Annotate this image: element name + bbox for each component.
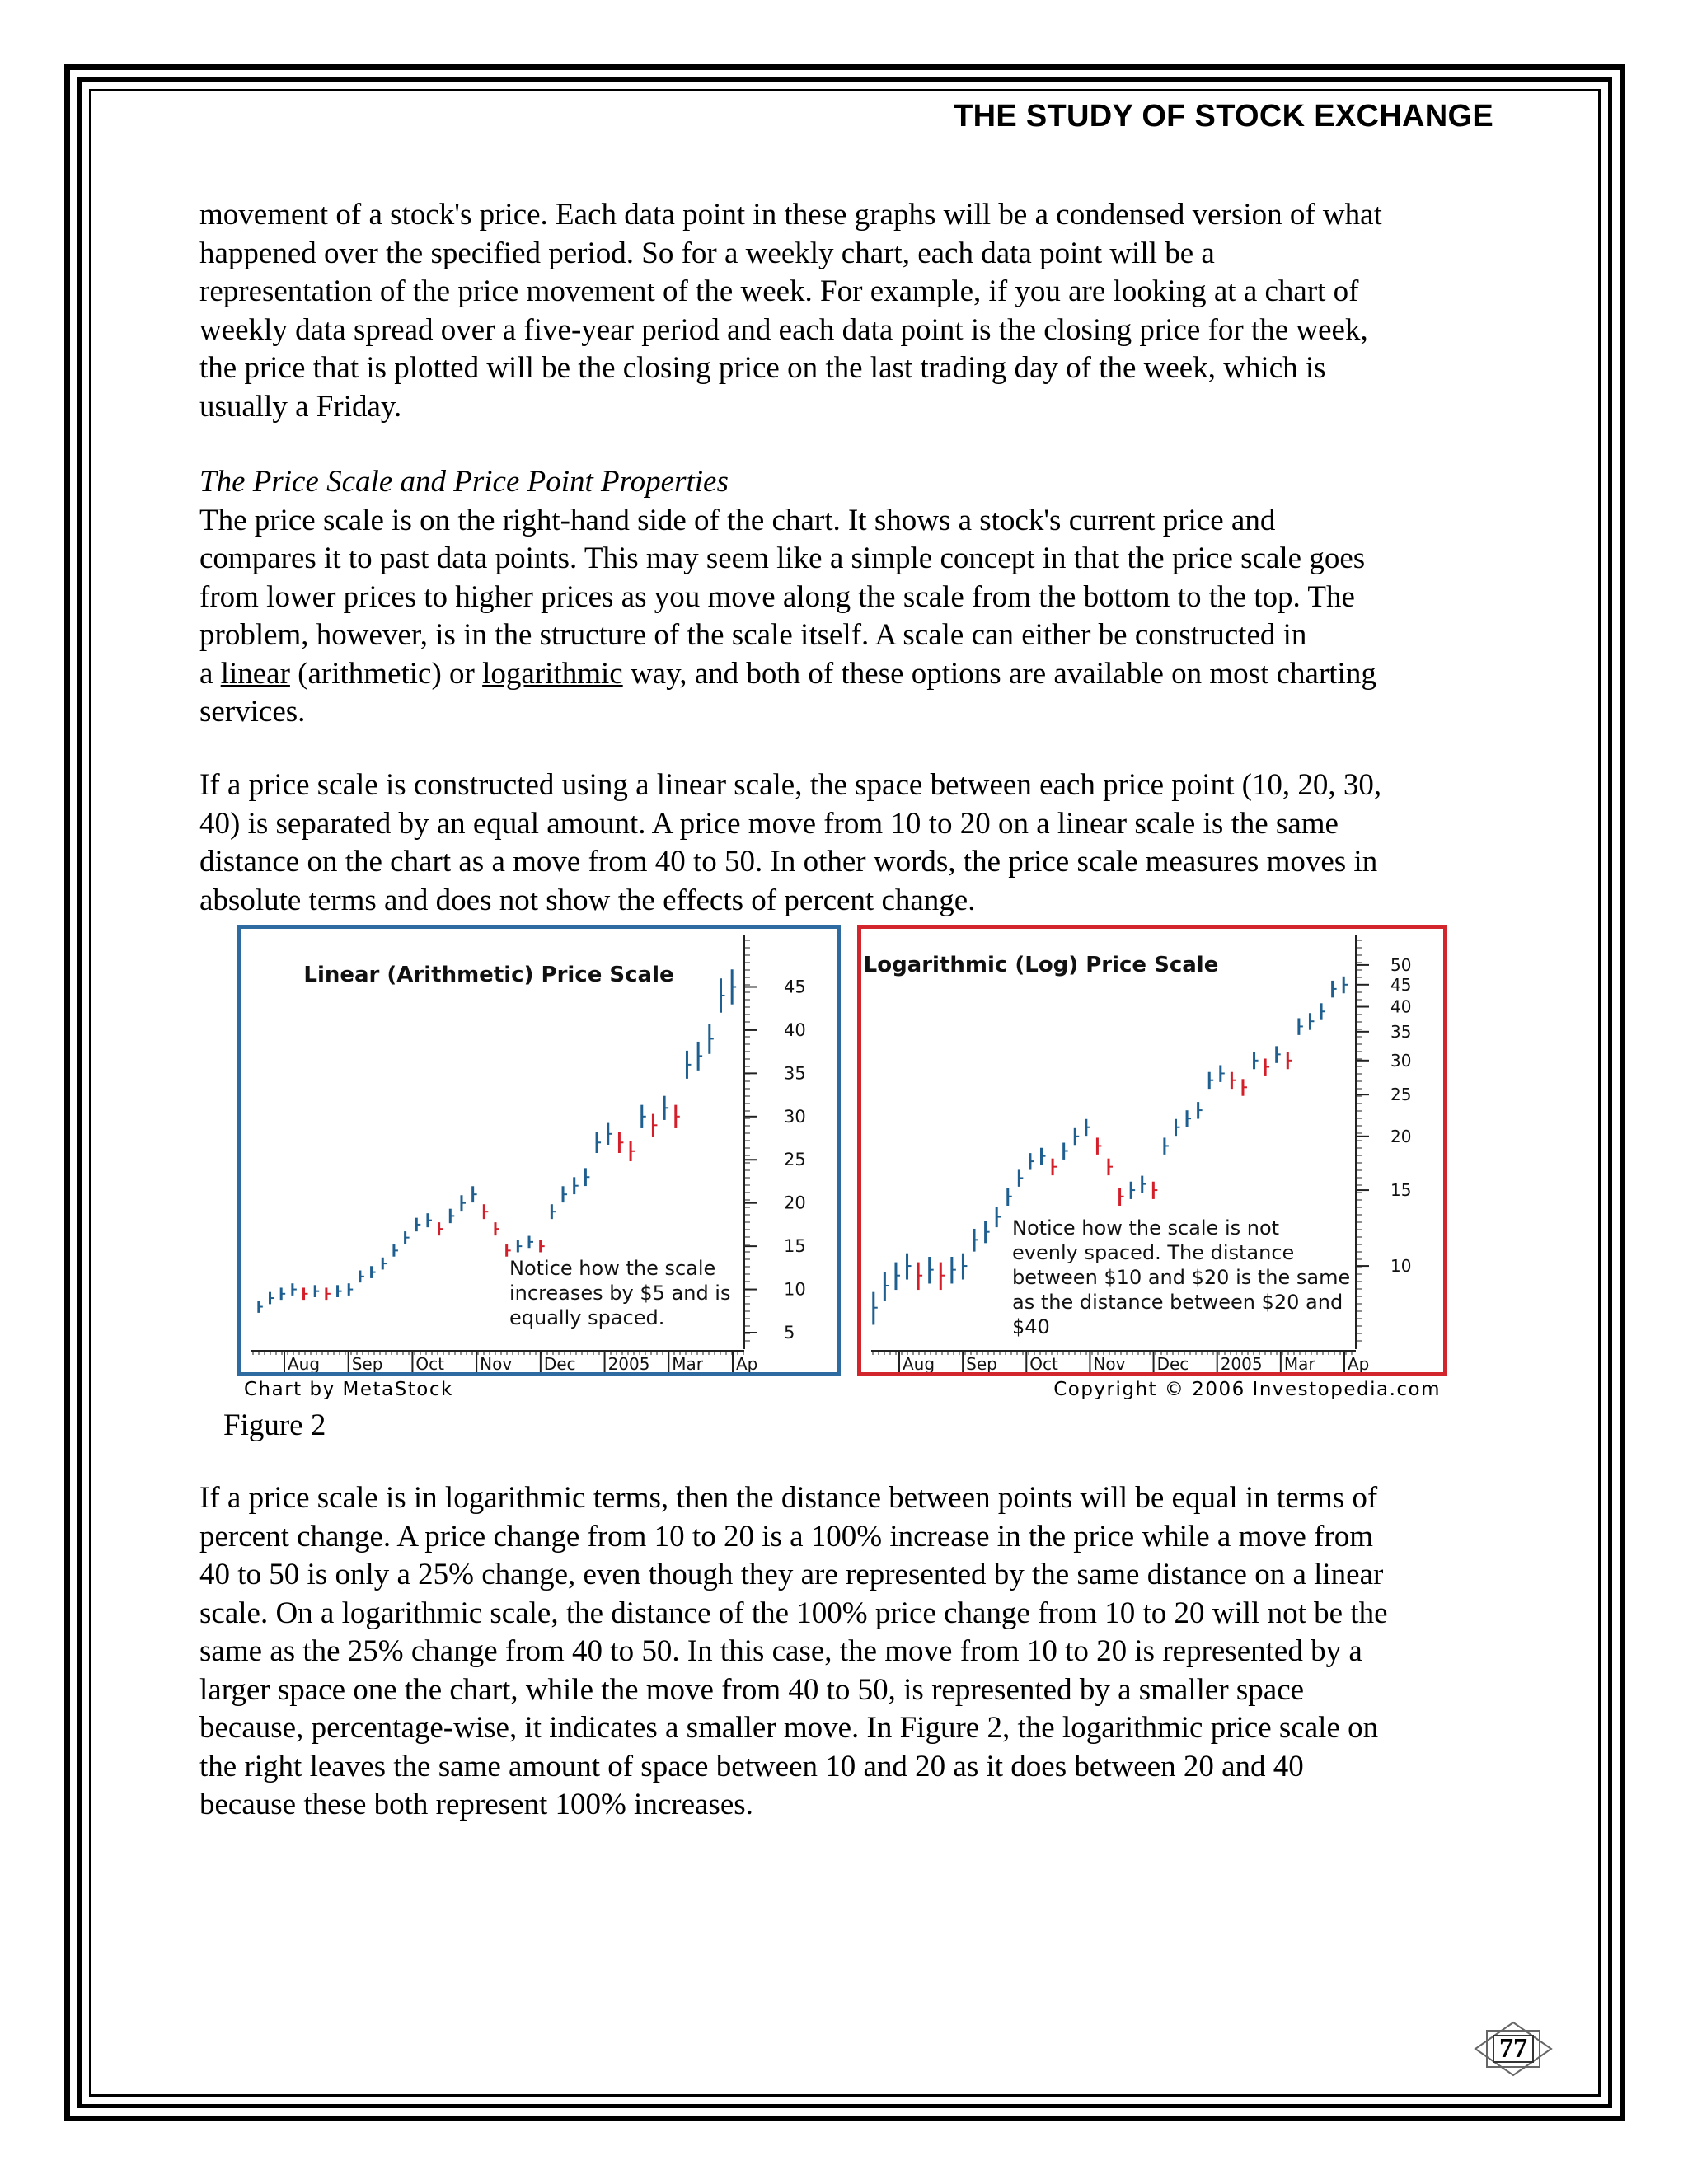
text-line: the right leaves the same amount of space between 10 and 20 as it does between 20 and 40	[199, 1749, 1304, 1783]
chart-annotation-line: $40	[1012, 1315, 1050, 1338]
y-tick-label: 10	[784, 1279, 806, 1300]
text-line: usually a Friday.	[199, 389, 402, 424]
text-line: movement of a stock's price. Each data point in these graphs will be a condensed version of what	[199, 198, 1382, 232]
linear-scale-paragraph	[199, 766, 1493, 920]
linear-link[interactable]: linear	[220, 656, 290, 691]
text-line: 40) is separated by an equal amount. A price move from 10 to 20 on a linear scale is the same	[199, 806, 1339, 841]
x-tick-label: Mar	[672, 1354, 704, 1372]
x-tick-label: Aug	[288, 1354, 321, 1372]
x-tick-label: Sep	[351, 1354, 383, 1372]
text-line: If a price scale is constructed using a linear scale, the space between each price point (10, 20, 30,	[199, 768, 1382, 802]
y-tick-label: 10	[1390, 1256, 1412, 1277]
page-number: 77	[1499, 2033, 1527, 2064]
x-tick-label: Dec	[1156, 1354, 1189, 1372]
y-tick-label: 25	[784, 1150, 806, 1170]
text-fragment: a	[199, 656, 221, 691]
x-tick-label: Ap	[736, 1354, 758, 1372]
y-tick-label: 35	[784, 1063, 806, 1084]
x-tick-label: Sep	[966, 1354, 997, 1372]
x-tick-label: Ap	[1348, 1354, 1370, 1372]
log-price-chart	[861, 929, 1443, 1372]
text-line: compares it to past data points. This may seem like a simple concept in that the price scale goes	[199, 541, 1366, 575]
chart-title: Logarithmic (Log) Price Scale	[863, 953, 1219, 977]
page-number-badge	[1472, 2021, 1554, 2077]
text-line: services.	[199, 695, 306, 729]
chart-title: Linear (Arithmetic) Price Scale	[303, 963, 674, 987]
text-line: the price that is plotted will be the closing price on the last trading day of the week, which is	[199, 351, 1326, 385]
chart-annotation-line: as the distance between $20 and	[1012, 1291, 1343, 1314]
text-line: distance on the chart as a move from 40 to 50. In other words, the price scale measures moves in	[199, 845, 1378, 879]
x-tick-label: 2005	[607, 1354, 650, 1372]
log-scale-paragraph	[199, 1479, 1493, 1825]
text-line: percent change. A price change from 10 to 20 is a 100% increase in the price while a move from	[199, 1519, 1373, 1554]
x-tick-label: Oct	[415, 1354, 445, 1372]
logarithmic-link[interactable]: logarithmic	[482, 656, 623, 691]
y-tick-label: 15	[784, 1236, 806, 1257]
text-line: If a price scale is in logarithmic terms, then the distance between points will be equal in terms of	[199, 1481, 1378, 1515]
y-tick-label: 30	[1390, 1050, 1412, 1071]
chart-annotation-line: evenly spaced. The distance	[1012, 1241, 1295, 1264]
text-line: problem, however, is in the structure of the scale itself. A scale can either be constructed in	[199, 618, 1307, 652]
y-tick-label: 20	[784, 1193, 806, 1213]
text-fragment: way, and both of these options are available on most charting	[622, 656, 1376, 691]
y-tick-label: 30	[784, 1106, 806, 1127]
text-line: representation of the price movement of the week. For example, if you are looking at a chart of	[199, 274, 1359, 308]
y-tick-label: 50	[1390, 954, 1412, 975]
y-tick-label: 40	[784, 1019, 806, 1040]
y-tick-label: 40	[1390, 996, 1412, 1017]
running-header: THE STUDY OF STOCK EXCHANGE	[954, 99, 1493, 134]
chart-annotation-line: Notice how the scale is not	[1012, 1216, 1280, 1240]
figure-caption: Figure 2	[223, 1408, 326, 1442]
text-line: because these both represent 100% increases.	[199, 1788, 753, 1821]
text-fragment: (arithmetic) or	[289, 656, 483, 691]
chart-copyright: Copyright © 2006 Investopedia.com	[1053, 1379, 1441, 1400]
y-tick-label: 25	[1390, 1085, 1412, 1105]
y-tick-label: 35	[1390, 1021, 1412, 1042]
text-line: larger space one the chart, while the move from 40 to 50, is represented by a smaller space	[199, 1672, 1305, 1707]
text-line: same as the 25% change from 40 to 50. In this case, the move from 10 to 20 is represented by a	[199, 1634, 1362, 1668]
text-line: The price scale is on the right-hand side of the chart. It shows a stock's current price and	[199, 503, 1276, 537]
x-tick-label: 2005	[1220, 1354, 1263, 1372]
chart-annotation-line: between $10 and $20 is the same	[1012, 1266, 1351, 1289]
y-tick-label: 15	[1390, 1180, 1412, 1201]
text-line: absolute terms and does not show the effects of percent change.	[199, 883, 976, 917]
x-tick-label: Aug	[903, 1354, 935, 1372]
x-tick-label: Dec	[543, 1354, 576, 1372]
linear-price-chart	[241, 929, 837, 1372]
y-tick-label: 45	[1390, 974, 1412, 995]
chart-credit: Chart by MetaStock	[244, 1379, 453, 1400]
y-tick-label: 45	[784, 977, 806, 997]
text-line: scale. On a logarithmic scale, the distance of the 100% price change from 10 to 20 will not be the	[199, 1596, 1388, 1630]
text-line: from lower prices to higher prices as you move along the scale from the bottom to the top. The	[199, 579, 1355, 614]
price-scale-section	[199, 463, 1493, 732]
y-tick-label: 5	[784, 1323, 795, 1343]
text-line: weekly data spread over a five-year period and each data point is the closing price for the week,	[199, 312, 1368, 347]
text-line: happened over the specified period. So for a weekly chart, each data point will be a	[199, 236, 1215, 270]
x-tick-label: Oct	[1029, 1354, 1058, 1372]
text-line	[199, 655, 1493, 694]
x-tick-label: Nov	[1093, 1354, 1126, 1372]
x-tick-label: Mar	[1283, 1354, 1315, 1372]
chart-annotation-line: Notice how the scale	[509, 1257, 716, 1280]
text-line: because, percentage-wise, it indicates a smaller move. In Figure 2, the logarithmic price scale on	[199, 1711, 1379, 1745]
section-heading: The Price Scale and Price Point Properties	[199, 465, 729, 499]
y-tick-label: 20	[1390, 1126, 1412, 1146]
text-line: 40 to 50 is only a 25% change, even though they are represented by the same distance on a linear	[199, 1558, 1384, 1591]
chart-annotation-line: increases by $5 and is	[509, 1282, 731, 1305]
linear-chart-panel	[237, 925, 841, 1376]
x-tick-label: Nov	[480, 1354, 513, 1372]
chart-annotation-line: equally spaced.	[509, 1306, 665, 1329]
intro-paragraph	[199, 196, 1493, 426]
log-chart-panel	[857, 925, 1447, 1376]
